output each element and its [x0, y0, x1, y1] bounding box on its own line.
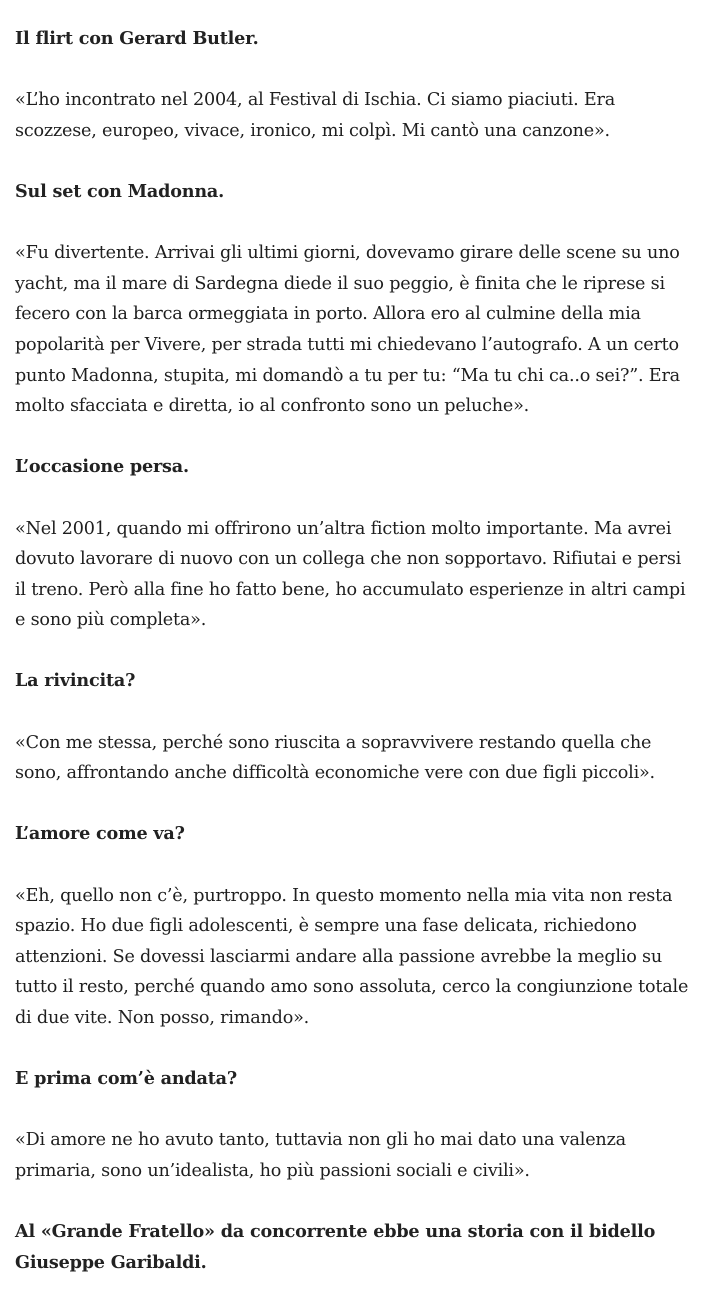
- interview-question: Al «Grande Fratello» da concorrente ebbe una storia con il bidello Giuseppe Garibaldi.: [15, 1221, 656, 1273]
- interview-question: Sul set con Madonna.: [15, 180, 225, 202]
- interview-question: L’occasione persa.: [15, 456, 189, 478]
- interview-answer: «L’ho incontrato nel 2004, al Festival di Ischia. Ci siamo piaciuti. Era scozzese, europeo, vivace, ironico, mi colpì. Mi cantò una canzone».: [15, 90, 616, 141]
- interview-question: Il flirt con Gerard Butler.: [15, 28, 259, 49]
- interview-answer: «Nel 2001, quando mi offrirono un’altra fiction molto importante. Ma avrei dovuto lavorare di nuovo con un collega che non sopportavo. Rifiutai e persi il treno. Però alla fine ho fatto bene, ho accumulato esperienze in altri campi e sono più completa».: [15, 518, 686, 631]
- interview-question: E prima com’è andata?: [15, 1068, 237, 1090]
- interview-answer: «Fu divertente. Arrivai gli ultimi giorni, dovevamo girare delle scene su uno yacht, ma il mare di Sardegna diede il suo peggio, è finita che le riprese si fecero con la barca ormeggiata in porto. Allora ero al culmine della mia popolarità per Vivere, per strada tutti mi chiedevano l’autografo. A un certo punto Madonna, stupita, mi domandò a tu per tu: “Ma tu chi ca..o sei?”. Era molto sfacciata e diretta, io al confronto sono un peluche».: [15, 243, 680, 417]
- interview-answer: «Con me stessa, perché sono riuscita a sopravvivere restando quella che sono, affrontando anche difficoltà economiche vere con due figli piccoli».: [15, 732, 655, 784]
- article-body: [15, 24, 695, 1309]
- interview-answer: «Eh, quello non c’è, purtroppo. In questo momento nella mia vita non resta spazio. Ho due figli adolescenti, è sempre una fase delicata, richiedono attenzioni. Se dovessi lasciarmi andare alla passione avrebbe la meglio su tutto il resto, perché quando amo sono assoluta, cerco la congiunzione totale di due vite. Non posso, rimando».: [15, 885, 689, 1028]
- interview-question: La rivincita?: [15, 670, 136, 692]
- interview-question: L’amore come va?: [15, 823, 185, 845]
- interview-answer: «Di amore ne ho avuto tanto, tuttavia non gli ho mai dato una valenza primaria, sono un’idealista, ho più passioni sociali e civili».: [15, 1130, 626, 1181]
